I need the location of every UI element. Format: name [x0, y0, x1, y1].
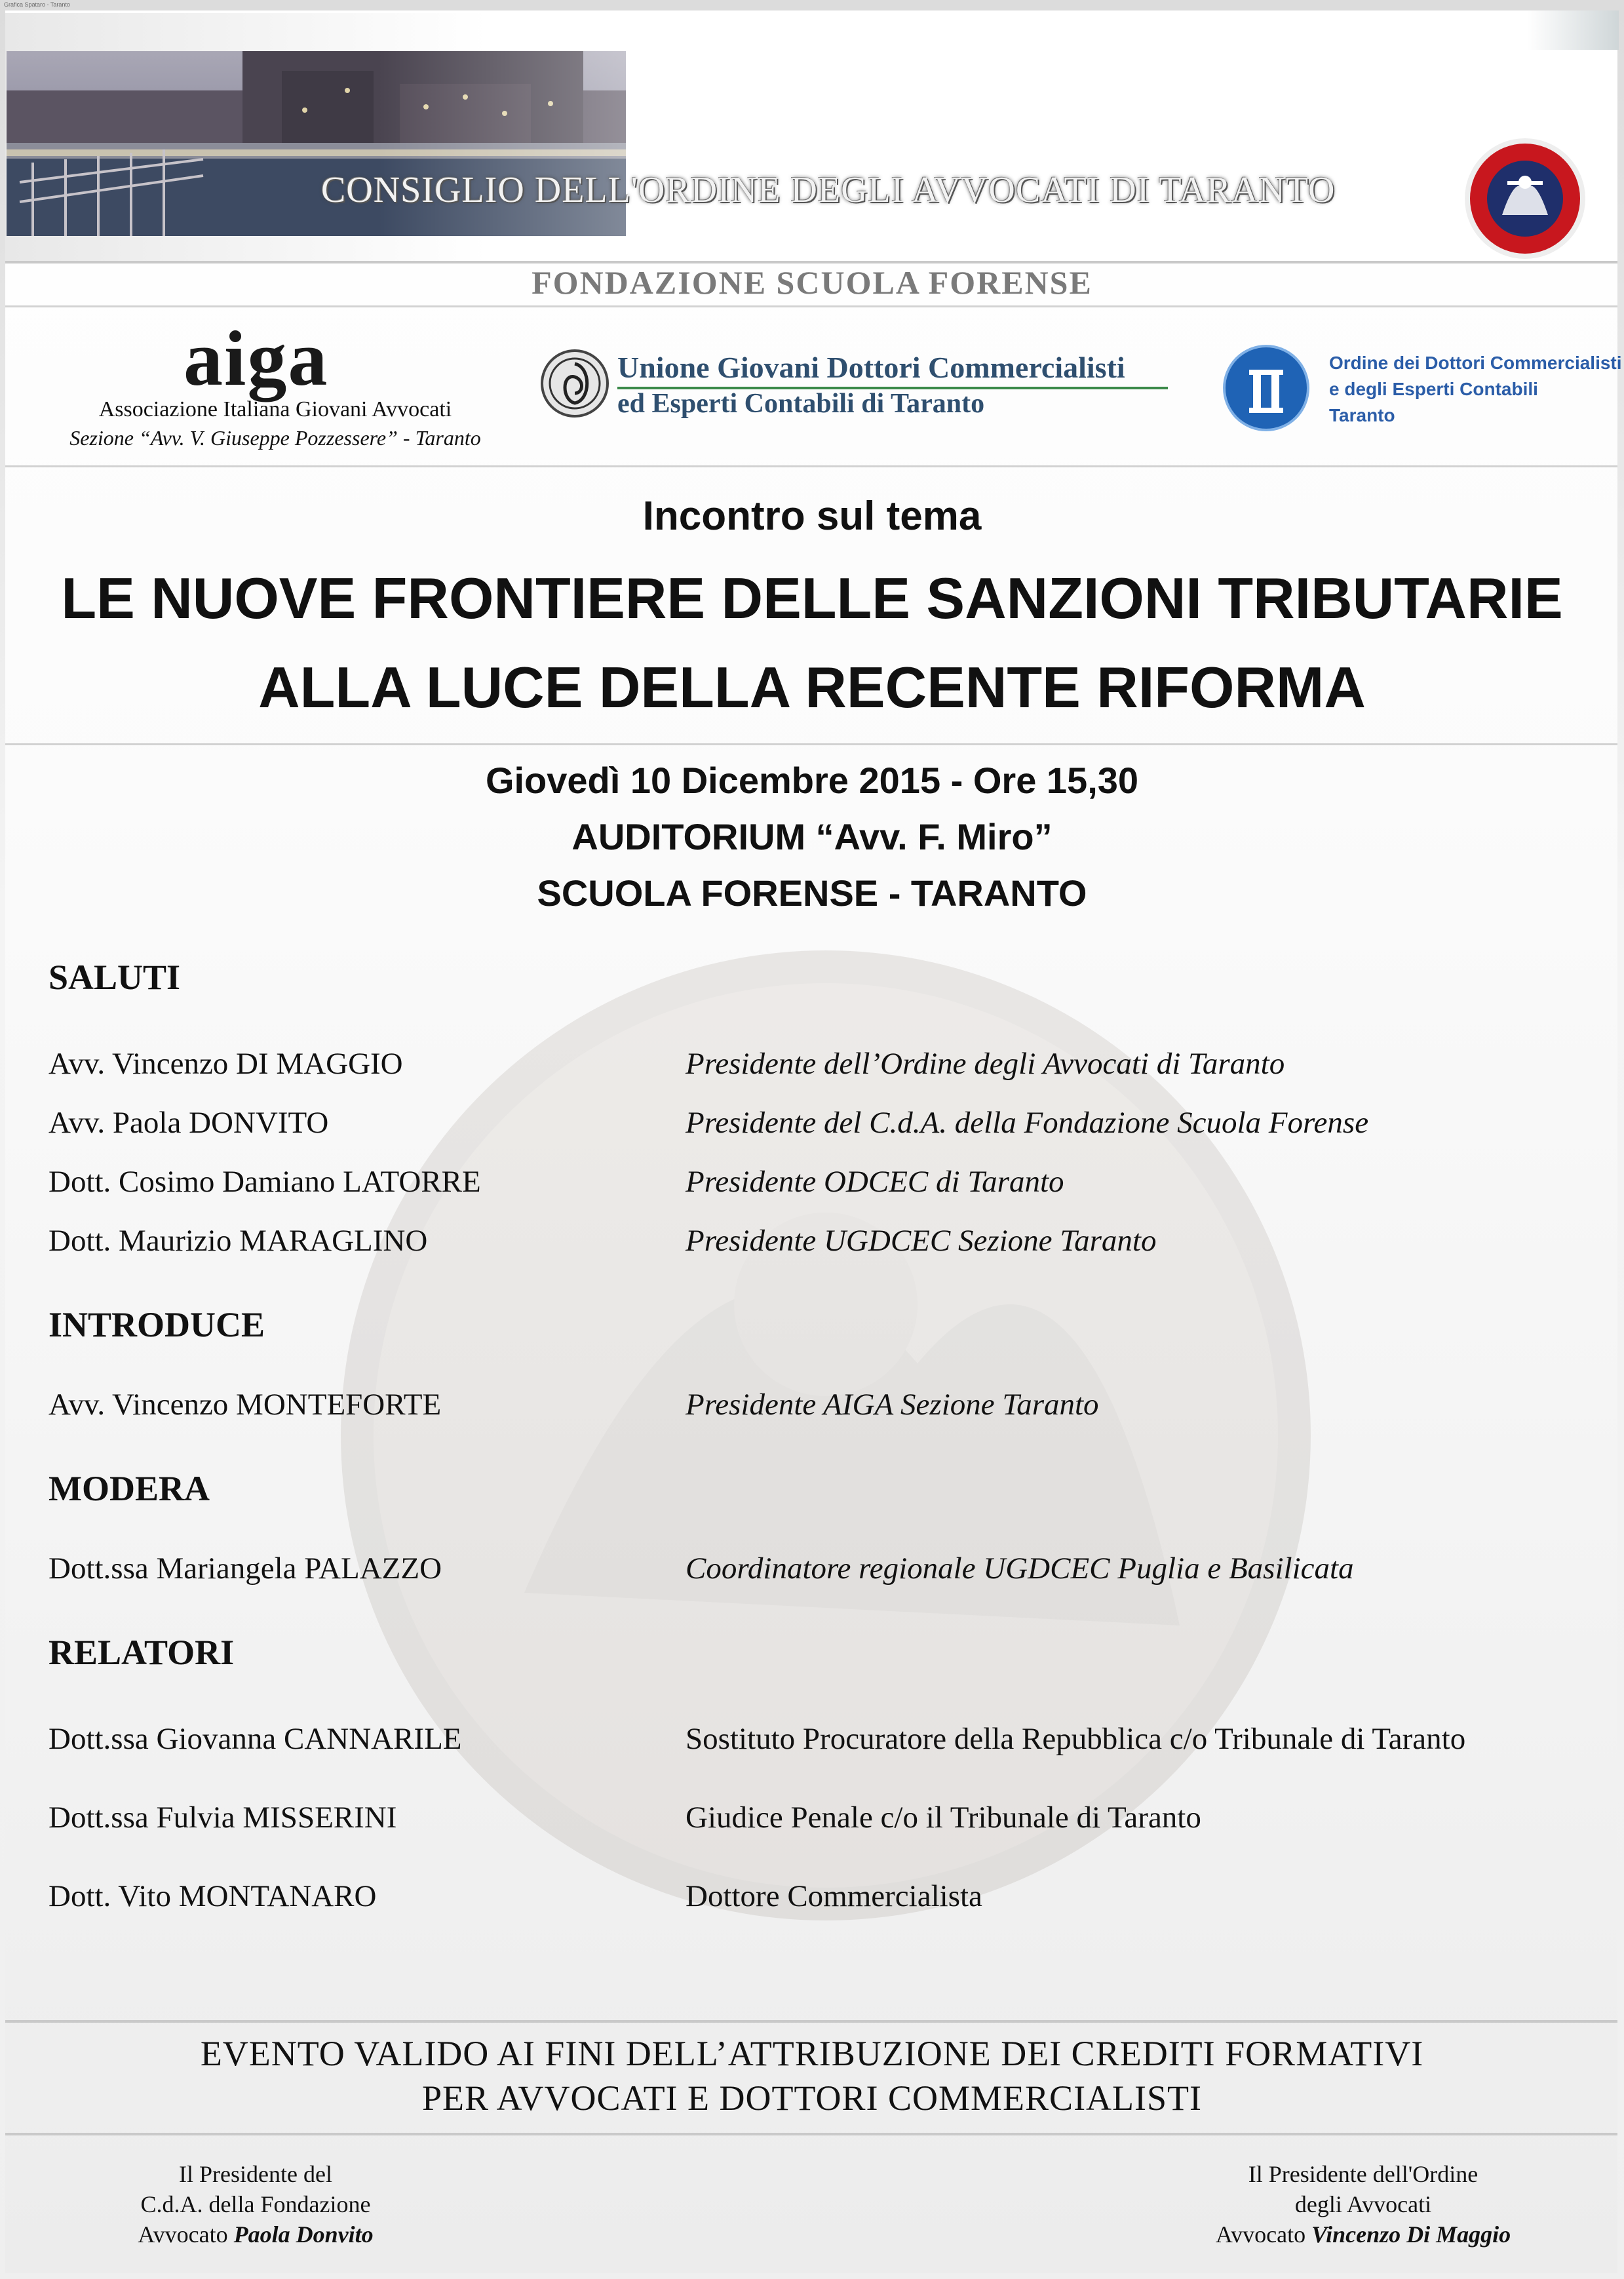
odcec-line3: Taranto — [1329, 405, 1395, 425]
credits-line1: EVENTO VALIDO AI FINI DELL’ATTRIBUZIONE DEI CREDITI FORMATIVI — [200, 2034, 1424, 2073]
odcec-line1: Ordine dei Dottori Commercialisti — [1329, 353, 1622, 373]
odcec-name — [1329, 350, 1622, 429]
speaker-role: Presidente ODCEC di Taranto — [686, 1165, 1064, 1199]
signature-left-line3: Avvocato Paola Donvito — [138, 2221, 374, 2248]
speaker-name: Dott. Maurizio MARAGLINO — [48, 1224, 428, 1258]
speaker-name: Dott.ssa Mariangela PALAZZO — [48, 1551, 442, 1586]
aiga-name: Associazione Italiana Giovani Avvocati — [98, 397, 452, 421]
rule-above-credits — [5, 2020, 1617, 2023]
section-modera: MODERA — [48, 1469, 210, 1508]
ugdcec-logo-icon — [539, 347, 611, 419]
rule-under-fondazione — [5, 305, 1617, 307]
seal-watermark — [328, 937, 1324, 1934]
event-intro: Incontro sul tema — [642, 494, 982, 539]
bar-seal-logo — [1463, 136, 1587, 261]
rule-under-logos — [5, 465, 1617, 467]
signature-right-line1: Il Presidente dell'Ordine — [1248, 2161, 1479, 2187]
speaker-role: Giudice Penale c/o il Tribunale di Taranto — [686, 1801, 1201, 1835]
signature-right — [1180, 2159, 1547, 2250]
speaker-role: Sostituto Procuratore della Repubblica c/o Tribunale di Taranto — [686, 1722, 1466, 1756]
speaker-role: Coordinatore regionale UGDCEC Puglia e Basilicata — [686, 1551, 1354, 1586]
signature-left — [85, 2159, 426, 2250]
section-saluti: SALUTI — [48, 958, 181, 997]
speaker-name: Dott. Vito MONTANARO — [48, 1879, 377, 1913]
header-corner-shade — [1527, 10, 1619, 50]
speaker-name: Dott. Cosimo Damiano LATORRE — [48, 1165, 481, 1199]
fondazione-title: FONDAZIONE SCUOLA FORENSE — [532, 264, 1092, 301]
event-title-line1: LE NUOVE FRONTIERE DELLE SANZIONI TRIBUTARIE — [61, 566, 1563, 631]
speaker-name: Dott.ssa Fulvia MISSERINI — [48, 1801, 397, 1835]
odcec-logo-icon — [1222, 343, 1311, 433]
printer-caption: Grafica Spataro - Taranto — [4, 1, 70, 8]
ugdcec-name-line2: ed Esperti Contabili di Taranto — [617, 389, 985, 419]
section-introduce: INTRODUCE — [48, 1305, 265, 1344]
aiga-logo: aiga — [184, 315, 329, 402]
event-title-line2: ALLA LUCE DELLA RECENTE RIFORMA — [258, 655, 1366, 720]
council-title: CONSIGLIO DELL'ORDINE DEGLI AVVOCATI DI TARANTO — [321, 170, 1336, 210]
signature-right-line3: Avvocato Vincenzo Di Maggio — [1215, 2221, 1511, 2248]
signature-left-line2: C.d.A. della Fondazione — [140, 2191, 371, 2217]
aiga-section: Sezione “Avv. V. Giuseppe Pozzessere” - Taranto — [69, 426, 481, 450]
event-date-time: Giovedì 10 Dicembre 2015 - Ore 15,30 — [485, 760, 1139, 801]
speaker-role: Presidente AIGA Sezione Taranto — [686, 1388, 1099, 1422]
signature-right-line2: degli Avvocati — [1294, 2191, 1432, 2217]
speaker-name: Avv. Vincenzo DI MAGGIO — [48, 1047, 403, 1081]
speaker-role: Presidente UGDCEC Sezione Taranto — [686, 1224, 1157, 1258]
speaker-name: Avv. Vincenzo MONTEFORTE — [48, 1388, 442, 1422]
speaker-name: Dott.ssa Giovanna CANNARILE — [48, 1722, 462, 1756]
speaker-role: Presidente del C.d.A. della Fondazione Scuola Forense — [686, 1106, 1369, 1140]
event-venue: AUDITORIUM “Avv. F. Miro” — [571, 816, 1053, 857]
credits-line2: PER AVVOCATI E DOTTORI COMMERCIALISTI — [421, 2078, 1203, 2118]
rule-above-signatures — [5, 2133, 1617, 2135]
speaker-name: Avv. Paola DONVITO — [48, 1106, 329, 1140]
event-location: SCUOLA FORENSE - TARANTO — [537, 872, 1087, 914]
section-relatori: RELATORI — [48, 1633, 235, 1672]
speaker-role: Presidente dell’Ordine degli Avvocati di Taranto — [686, 1047, 1285, 1081]
speaker-role: Dottore Commercialista — [686, 1879, 982, 1913]
ugdcec-name-line1: Unione Giovani Dottori Commercialisti — [617, 351, 1125, 384]
odcec-line2: e degli Esperti Contabili — [1329, 379, 1538, 399]
signature-left-line1: Il Presidente del — [179, 2161, 332, 2187]
rule-under-title — [5, 743, 1617, 745]
